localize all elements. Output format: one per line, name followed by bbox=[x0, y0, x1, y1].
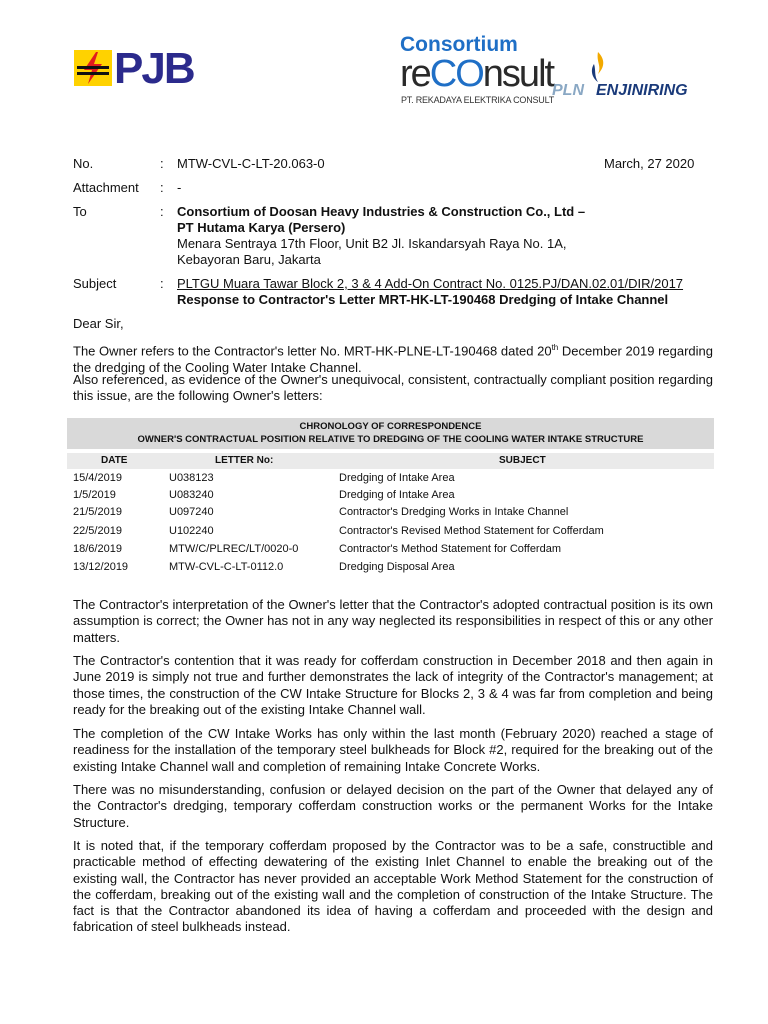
paragraph-4: The completion of the CW Intake Works has only within the last month (February 2020) reached a stage of readiness for the installation of the temporary steel bulkheads for Block #2, required for the breaking out of the existing Intake Channel wall and completion of remaining Intake Concrete Works. bbox=[73, 726, 713, 774]
subject-line-2: Response to Contractor's Letter MRT-HK-LT-190468 Dredging of Intake Channel bbox=[177, 292, 669, 307]
cell-date: 13/12/2019 bbox=[73, 561, 129, 573]
table-row bbox=[73, 561, 713, 578]
paragraph-1-reference: Also referenced, as evidence of the Owner's unequivocal, consistent, contractually compliant position regarding this issue, are the following Owner's letters: bbox=[73, 372, 713, 404]
pjb-lightning-icon bbox=[74, 50, 112, 86]
cell-subject: Contractor's Method Statement for Cofferdam bbox=[339, 543, 561, 555]
paragraph-1 bbox=[73, 340, 713, 376]
cell-subject: Dredging Disposal Area bbox=[339, 561, 455, 573]
letter-date: March, 27 2020 bbox=[604, 156, 695, 171]
paragraph-1-b: December 2019 regarding the dredging of the Cooling Water Intake Channel. bbox=[73, 343, 714, 375]
reconsult-logo: reCOnsult bbox=[400, 53, 554, 95]
recipient-line-1: Consortium of Doosan Heavy Industries & Construction Co., Ltd – bbox=[177, 204, 586, 219]
recipient-line-2: PT Hutama Karya (Persero) bbox=[177, 220, 346, 235]
enjiniring-text: ENJINIRING bbox=[596, 82, 688, 99]
superscript: th bbox=[551, 343, 559, 352]
to-label: To bbox=[73, 204, 87, 219]
pln-text: PLN bbox=[552, 82, 584, 99]
cell-date: 18/6/2019 bbox=[73, 543, 122, 555]
cell-date: 1/5/2019 bbox=[73, 489, 116, 501]
colon: : bbox=[160, 180, 164, 195]
table-row bbox=[73, 472, 713, 489]
colon: : bbox=[160, 204, 164, 219]
table-row bbox=[73, 489, 713, 506]
column-header-letter: LETTER No: bbox=[215, 455, 274, 466]
cell-subject: Contractor's Revised Method Statement for Cofferdam bbox=[339, 525, 604, 537]
table-header bbox=[67, 453, 714, 469]
column-header-date: DATE bbox=[101, 455, 128, 466]
pjb-logo bbox=[74, 44, 224, 94]
cell-letter: U038123 bbox=[169, 472, 214, 484]
subject-label: Subject bbox=[73, 276, 117, 291]
pln-enjiniring-logo bbox=[552, 52, 712, 108]
pjb-logo-text: PJB bbox=[114, 44, 194, 93]
table-row bbox=[73, 506, 713, 523]
pln-flame-icon bbox=[584, 52, 612, 86]
cell-subject: Contractor's Dredging Works in Intake Channel bbox=[339, 506, 569, 518]
recipient-line-3: Menara Sentraya 17th Floor, Unit B2 Jl. Iskandarsyah Raya No. 1A, bbox=[177, 236, 567, 251]
cell-date: 22/5/2019 bbox=[73, 525, 122, 537]
paragraph-6: It is noted that, if the temporary cofferdam proposed by the Contractor was to be a safe, constructible and practicable method of effecting dewatering of the existing Inlet Channel to enable the breaking out of the existing wall, the Contractor has never provided an acceptable Work Method Statement for the construction of the cofferdam, breaking out of the existing wall and the completion of construction of the Intake Structure. The fact is that the Contractor abandoned its idea of having a cofferdam and proceeded with the design and fabrication of steel bulkheads instead. bbox=[73, 838, 713, 935]
column-header-subject: SUBJECT bbox=[499, 455, 546, 466]
no-value: MTW-CVL-C-LT-20.063-0 bbox=[177, 156, 325, 171]
paragraph-3: The Contractor's contention that it was ready for cofferdam construction in December 2018 and then again in June 2019 is simply not true and further demonstrates the lack of integrity of the Contractor's management; at those times, the construction of the CW Intake Structure for Blocks 2, 3 & 4 was far from completion and being ready for the breaking out of the existing Intake Channel wall. bbox=[73, 653, 713, 717]
consortium-label: Consortium bbox=[400, 33, 518, 56]
attachment-label: Attachment bbox=[73, 180, 139, 195]
table-title-line-2: OWNER'S CONTRACTUAL POSITION RELATIVE TO DREDGING OF THE COOLING WATER INTAKE STRUCTURE bbox=[137, 434, 644, 445]
cell-letter: MTW-CVL-C-LT-0112.0 bbox=[169, 561, 284, 573]
subject-value bbox=[177, 276, 717, 308]
recipient-line-4: Kebayoran Baru, Jakarta bbox=[177, 252, 321, 267]
cell-letter: U097240 bbox=[169, 506, 214, 518]
cell-subject: Dredging of Intake Area bbox=[339, 472, 455, 484]
salutation: Dear Sir, bbox=[73, 316, 124, 331]
cell-subject: Dredging of Intake Area bbox=[339, 489, 455, 501]
colon: : bbox=[160, 276, 164, 291]
table-title-line-1: CHRONOLOGY OF CORRESPONDENCE bbox=[299, 421, 482, 432]
paragraph-5: There was no misunderstanding, confusion or delayed decision on the part of the Owner that delayed any of the Contractor's dredging, temporary cofferdam construction works or the permanent Works for the Intake Structure. bbox=[73, 782, 713, 830]
no-label: No. bbox=[73, 156, 94, 171]
attachment-value: - bbox=[177, 180, 182, 195]
cell-date: 21/5/2019 bbox=[73, 506, 122, 518]
cell-letter: U102240 bbox=[169, 525, 214, 537]
paragraph-2: The Contractor's interpretation of the Owner's letter that the Contractor's adopted contractual position is its own assumption is correct; the Owner has not in any way neglected its responsibilities in respect of this or any other matters. bbox=[73, 597, 713, 645]
subject-line-1: PLTGU Muara Tawar Block 2, 3 & 4 Add-On Contract No. 0125.PJ/DAN.02.01/DIR/2017 bbox=[177, 276, 684, 291]
cell-date: 15/4/2019 bbox=[73, 472, 122, 484]
reconsult-subtitle: PT. REKADAYA ELEKTRIKA CONSULT bbox=[401, 95, 555, 105]
table-row bbox=[73, 543, 713, 560]
cell-letter: U083240 bbox=[169, 489, 214, 501]
chronology-table-title bbox=[67, 418, 714, 449]
paragraph-1-a: The Owner refers to the Contractor's letter No. MRT-HK-PLNE-LT-190468 dated 20 bbox=[73, 343, 552, 359]
table-row bbox=[73, 525, 713, 542]
cell-letter: MTW/C/PLREC/LT/0020-0 bbox=[169, 543, 299, 555]
recipient-address bbox=[177, 204, 717, 268]
colon: : bbox=[160, 156, 164, 171]
